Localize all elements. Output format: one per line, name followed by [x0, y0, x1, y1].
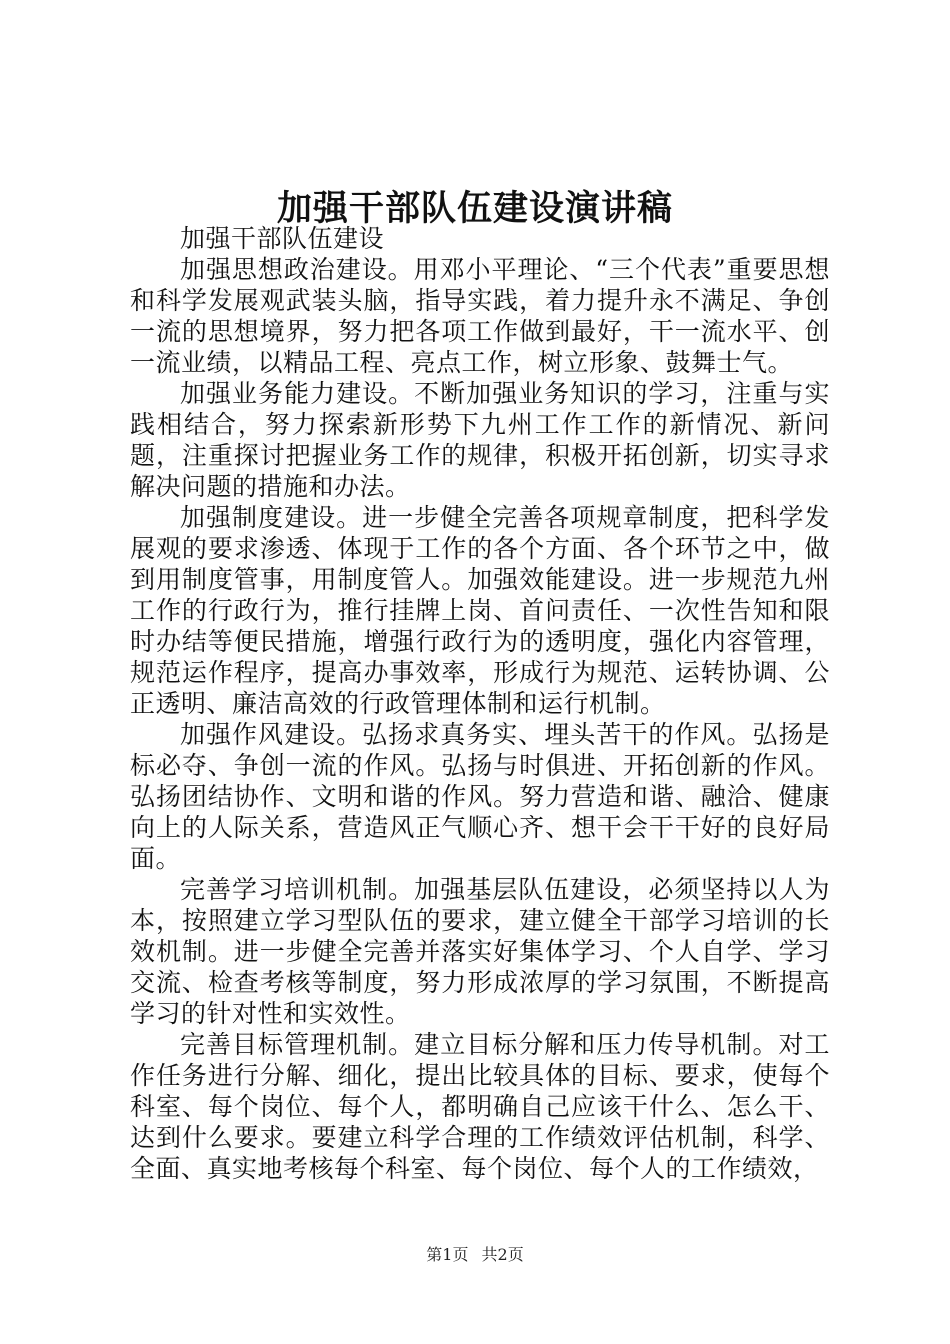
- paragraph-target: 完善目标管理机制。建立目标分解和压力传导机制。对工作任务进行分解、细化，提出比较具体的目标、要求，使每个科室、每个岗位、每个人，都明确自己应该干什么、怎么干、达到什么要求。要建立科学合理的工作绩效评估机制，科学、全面、真实地考核每个科室、每个岗位、每个人的工作绩效，: [130, 1030, 830, 1183]
- paragraph-political: 加强思想政治建设。用邓小平理论、“三个代表”重要思想和科学发展观武装头脑，指导实践，着力提升永不满足、争创一流的思想境界，努力把各项工作做到最好，干一流水平、创一流业绩，以精品工程、亮点工作，树立形象、鼓舞士气。: [130, 255, 830, 377]
- page-footer: [0, 1244, 950, 1266]
- paragraph-training: 完善学习培训机制。加强基层队伍建设，必须坚持以人为本，按照建立学习型队伍的要求，建立健全干部学习培训的长效机制。进一步健全完善并落实好集体学习、个人自学、学习交流、检查考核等制度，努力形成浓厚的学习氛围，不断提高学习的针对性和实效性。: [130, 875, 830, 1028]
- paragraph-business: 加强业务能力建设。不断加强业务知识的学习，注重与实践相结合，努力探索新形势下九州工作工作的新情况、新问题，注重探讨把握业务工作的规律，积极开拓创新，切实寻求解决问题的措施和办法。: [130, 379, 830, 501]
- paragraph-style: 加强作风建设。弘扬求真务实、埋头苦干的作风。弘扬是标必夺、争创一流的作风。弘扬与时俱进、开拓创新的作风。弘扬团结协作、文明和谐的作风。努力营造和谐、融洽、健康向上的人际关系，营造风正气顺心齐、想干会干干好的良好局面。: [130, 720, 830, 873]
- paragraph-subtitle: 加强干部队伍建设: [180, 224, 385, 253]
- page-total: 共2页: [481, 1245, 524, 1264]
- page-number: 第1页: [426, 1245, 469, 1264]
- paragraph-system: 加强制度建设。进一步健全完善各项规章制度，把科学发展观的要求渗透、体现于工作的各个方面、各个环节之中，做到用制度管事，用制度管人。加强效能建设。进一步规范九州工作的行政行为，推行挂牌上岗、首问责任、一次性告知和限时办结等便民措施，增强行政行为的透明度，强化内容管理，规范运作程序，提高办事效率，形成行为规范、运转协调、公正透明、廉洁高效的行政管理体制和运行机制。: [130, 503, 830, 718]
- document-title: 加强干部队伍建设演讲稿: [276, 188, 673, 229]
- document-body: [130, 223, 830, 1184]
